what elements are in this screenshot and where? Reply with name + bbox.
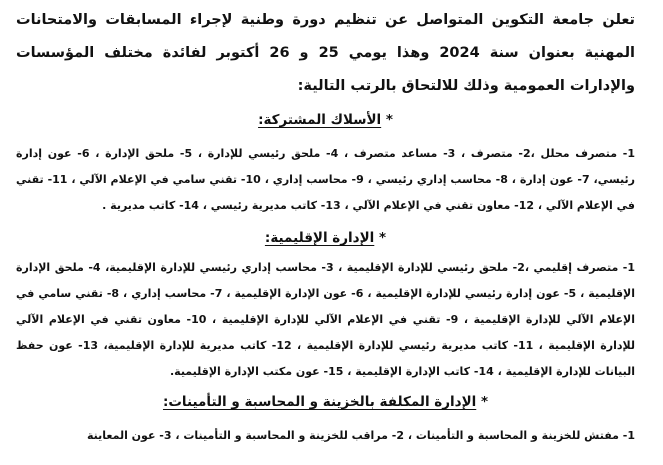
grade-list: 1- متصرف إقليمي ،2- ملحق رئيسي للإدارة الإقليمية ، 3- محاسب إداري رئيسي للإدارة الإقليمية، 4- ملحق الإدارة الإقليمية ، 5- عون إدارة رئيسي للإدارة الإقليمية ، 6- عون الإدارة الإقليمية ، 7- محاسب إداري ، 8- تقني سامي في الإعلام الآلي للإدارة الإقليمية ، 9- تقني في الإعلام الآلي للإدارة الإقليمية ، 10- معاون تقني في الإعلام الآلي للإدارة الإقليمية ، 11- كاتب مديرية رئيسي للإدارة الإقليمية ، 12- كاتب مديرية للإدارة الإقليمية، 13- عون حفظ البيانات للإدارة الإقليمية ، 14- كاتب الإدارة الإقليمية ، 15- عون مكتب الإدارة الإقليمية. <box>16 261 635 378</box>
section-bullet: * <box>381 112 393 128</box>
section-heading-treasury-administration <box>16 391 635 413</box>
section-body-common-corps <box>16 141 635 219</box>
section-heading-common-corps <box>16 109 635 131</box>
section-title: الأسلاك المشتركة: <box>258 112 382 128</box>
section-title: الإدارة المكلفة بالخزينة و المحاسبة و التأمينات: <box>162 394 477 410</box>
section-bullet: * <box>476 394 489 410</box>
section-body-treasury-administration <box>16 423 635 449</box>
section-heading-territorial-administration <box>16 227 635 249</box>
section-bullet: * <box>374 230 387 246</box>
intro-paragraph: تعلن جامعة التكوين المتواصل عن تنظيم دورة وطنية لإجراء المسابقات والامتحانات المهنية بعنوان سنة 2024 وهذا يومي 25 و 26 أكتوبر لفائدة مختلف المؤسسات والإدارات العمومية وذلك للالتحاق بالرتب التالية: <box>16 12 635 94</box>
section-body-territorial-administration <box>16 255 635 385</box>
grade-list: 1- متصرف محلل ،2- متصرف ، 3- مساعد متصرف ، 4- ملحق رئيسي للإدارة ، 5- ملحق الإدارة ، 6- عون إدارة رئيسي، 7- عون إدارة ، 8- محاسب إداري رئيسي ، 9- محاسب إداري ، 10- تقني سامي في الإعلام الآلي ، 11- تقني في الإعلام الآلي ، 12- معاون تقني في الإعلام الآلي ، 13- كاتب مديرية رئيسي ، 14- كاتب مديرية . <box>16 147 636 212</box>
section-title: الإدارة الإقليمية: <box>264 230 375 246</box>
grade-list: 1- مفتش للخزينة و المحاسبة و التأمينات ، 2- مراقب للخزينة و المحاسبة و التأمينات ، 3- عون المعاينة <box>86 429 635 442</box>
